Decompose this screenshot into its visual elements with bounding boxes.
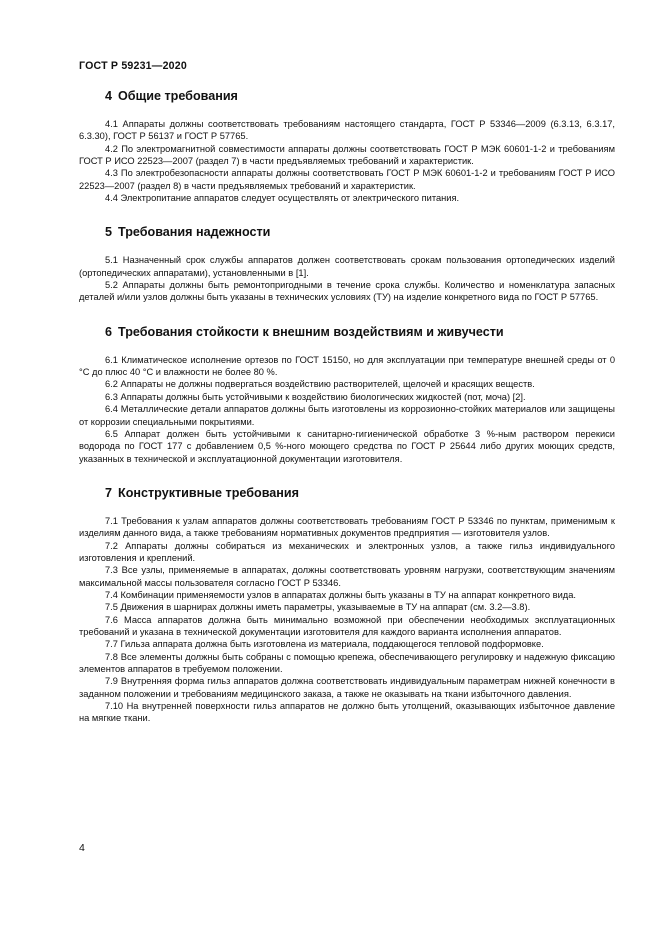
- paragraph: 7.7 Гильза аппарата должна быть изготовлена из материала, поддающегося тепловой подформовке.: [105, 639, 544, 650]
- section-title: Требования стойкости к внешним воздействиям и живучести: [118, 324, 504, 339]
- paragraph: 7.4 Комбинации применяемости узлов в аппаратах должны быть указаны в ТУ на аппарат конкретного вида.: [105, 589, 576, 600]
- section-heading: [105, 224, 615, 240]
- page-content: [79, 88, 615, 745]
- document-header: ГОСТ Р 59231—2020: [79, 60, 187, 72]
- paragraph: 6.4 Металлические детали аппаратов должны быть изготовлены из коррозионно-стойких материалов или защищены от коррозии специальными покрытиями.: [79, 404, 615, 427]
- section-number: 4: [105, 89, 113, 103]
- section-number: 6: [105, 324, 113, 339]
- section-title: Требования надежности: [118, 225, 271, 240]
- page-number: 4: [79, 842, 85, 854]
- section-heading: [105, 324, 615, 340]
- paragraph: 4.4 Электропитание аппаратов следует осуществлять от электрического питания.: [105, 193, 460, 204]
- section-6: [79, 324, 615, 465]
- section-heading: [105, 485, 615, 501]
- paragraph: 6.2 Аппараты не должны подвергаться воздействию растворителей, щелочей и красящих веществ.: [105, 379, 535, 390]
- paragraph: 6.1 Климатическое исполнение ортезов по ГОСТ 15150, но для эксплуатации при температуре внешней среды от 0 °С до плюс 40 °С и влажности не более 80 %.: [79, 354, 615, 378]
- paragraph: 4.3 По электробезопасности аппараты должны соответствовать ГОСТ Р МЭК 60601-1-2 и требованиям ГОСТ Р ИСО 22523—2007 (раздел 8) в части предъявляемых требований и характеристик.: [79, 168, 615, 191]
- section-number: 5: [105, 225, 113, 240]
- section-number: 7: [105, 485, 113, 500]
- paragraph: 7.2 Аппараты должны собираться из механических и электронных узлов, а также гильз индивидуального изготовления и креплений.: [79, 540, 615, 563]
- section-4: [79, 88, 615, 204]
- paragraph: 7.1 Требования к узлам аппаратов должны соответствовать требованиям ГОСТ Р 53346 по пунктам, применимым к изделиям данного вида, а также требованиям нормативных документов предприятия — изготовителя узлов.: [79, 515, 615, 539]
- paragraph: 7.6 Масса аппаратов должна быть минимально возможной при обеспечении необходимых эксплуатационных требований и указана в технической документации изготовителя для каждого варианта исполнения аппаратов.: [79, 614, 615, 637]
- section-title: Общие требования: [118, 89, 238, 103]
- paragraph: 7.5 Движения в шарнирах должны иметь параметры, указываемые в ТУ на аппарат (см. 3.2—3.8).: [105, 602, 531, 613]
- paragraph: 7.3 Все узлы, применяемые в аппаратах, должны соответствовать уровням нагрузки, соответствующим значениям максимальной массы пользователя согласно ГОСТ Р 53346.: [79, 565, 615, 588]
- paragraph: 5.1 Назначенный срок службы аппаратов должен соответствовать срокам пользования ортопедических изделий (ортопедических аппаратами), установленными в [1].: [79, 255, 615, 278]
- section-5: [79, 224, 615, 303]
- section-7: [79, 485, 615, 725]
- paragraph: 7.9 Внутренняя форма гильз аппаратов должна соответствовать индивидуальным параметрам нижней конечности в заданном положении и требованиям медицинского заказа, а также не оказывать на ткани избыточного давления.: [79, 676, 615, 699]
- paragraph: 6.5 Аппарат должен быть устойчивыми к санитарно-гигиенической обработке 3 %-ным раствором перекиси водорода по ГОСТ 177 с добавлением 0,5 %-ного моющего средства по ГОСТ Р 25644 либо других моющих средств, указанных в технической и эксплуатационной документации изготовителя.: [79, 428, 615, 464]
- paragraph: 4.1 Аппараты должны соответствовать требованиям настоящего стандарта, ГОСТ Р 53346—2009 (6.3.13, 6.3.17, 6.3.30), ГОСТ Р 56137 и ГОСТ Р 57765.: [79, 119, 615, 142]
- paragraph: 7.10 На внутренней поверхности гильз аппаратов не должно быть утолщений, оказывающих избыточное давление на мягкие ткани.: [79, 701, 615, 724]
- paragraph: 6.3 Аппараты должны быть устойчивыми к воздействию биологических жидкостей (пот, моча) [2].: [105, 391, 526, 402]
- paragraph: 5.2 Аппараты должны быть ремонтопригодными в течение срока службы. Количество и номенклатура запасных деталей и/или узлов должны быть указаны в технических условиях (ТУ) на изделие конкретного вида по ГОСТ Р 57765.: [79, 280, 615, 303]
- section-title: Конструктивные требования: [118, 485, 299, 500]
- paragraph: 4.2 По электромагнитной совместимости аппараты должны соответствовать ГОСТ Р МЭК 60601-1-2 и требованиям ГОСТ Р ИСО 22523—2007 (раздел 7) в части предъявляемых требований и характеристик.: [79, 143, 615, 167]
- section-heading: [105, 88, 615, 104]
- paragraph: 7.8 Все элементы должны быть собраны с помощью крепежа, обеспечивающего регулировку и надежную фиксацию элементов аппаратов в требуемом положении.: [79, 651, 615, 674]
